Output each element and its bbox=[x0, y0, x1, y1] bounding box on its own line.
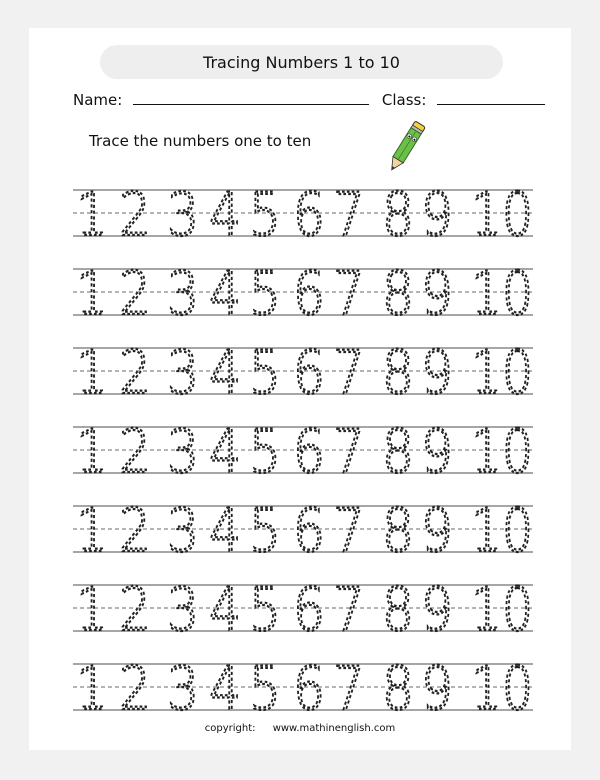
trace-row bbox=[73, 417, 533, 487]
instruction-text: Trace the numbers one to ten bbox=[89, 132, 312, 150]
traceable-numeral: 10 bbox=[471, 496, 533, 566]
traceable-numeral: 4 bbox=[209, 180, 241, 250]
traceable-numeral: 8 bbox=[382, 180, 414, 250]
trace-row bbox=[73, 654, 533, 724]
traceable-numeral: 3 bbox=[167, 496, 199, 566]
traceable-numeral: 2 bbox=[119, 575, 151, 645]
traceable-numeral: 1 bbox=[76, 575, 108, 645]
traceable-numeral: 6 bbox=[293, 654, 325, 724]
traceable-numeral: 3 bbox=[167, 417, 199, 487]
traceable-numeral: 2 bbox=[119, 654, 151, 724]
traceable-numeral: 7 bbox=[333, 575, 365, 645]
traceable-numeral: 4 bbox=[209, 654, 241, 724]
traceable-numeral: 10 bbox=[471, 654, 533, 724]
trace-row bbox=[73, 338, 533, 408]
traceable-numeral: 2 bbox=[119, 496, 151, 566]
trace-row bbox=[73, 259, 533, 329]
traceable-numeral: 3 bbox=[167, 575, 199, 645]
traceable-numeral: 9 bbox=[421, 417, 453, 487]
traceable-numeral: 8 bbox=[382, 496, 414, 566]
traceable-numeral: 10 bbox=[471, 259, 533, 329]
traceable-numeral: 1 bbox=[76, 180, 108, 250]
class-label: Class: bbox=[381, 91, 427, 109]
traceable-numeral: 5 bbox=[249, 575, 281, 645]
traceable-numeral: 3 bbox=[167, 259, 199, 329]
traceable-numeral: 7 bbox=[333, 180, 365, 250]
traceable-numeral: 7 bbox=[333, 417, 365, 487]
traceable-numeral: 8 bbox=[382, 575, 414, 645]
traceable-numeral: 6 bbox=[293, 575, 325, 645]
traceable-numeral: 3 bbox=[167, 338, 199, 408]
traceable-numeral: 6 bbox=[293, 259, 325, 329]
worksheet-page bbox=[29, 28, 571, 750]
traceable-numeral: 5 bbox=[249, 180, 281, 250]
traceable-numeral: 7 bbox=[333, 338, 365, 408]
traceable-numeral: 1 bbox=[76, 654, 108, 724]
traceable-numeral: 2 bbox=[119, 338, 151, 408]
traceable-numeral: 8 bbox=[382, 654, 414, 724]
traceable-numeral: 10 bbox=[471, 338, 533, 408]
traceable-numeral: 2 bbox=[119, 180, 151, 250]
traceable-numeral: 6 bbox=[293, 417, 325, 487]
traceable-numeral: 7 bbox=[333, 496, 365, 566]
traceable-numeral: 4 bbox=[209, 575, 241, 645]
traceable-numeral: 6 bbox=[293, 180, 325, 250]
traceable-numeral: 8 bbox=[382, 259, 414, 329]
traceable-numeral: 3 bbox=[167, 654, 199, 724]
traceable-numeral: 1 bbox=[76, 496, 108, 566]
traceable-numeral: 1 bbox=[76, 259, 108, 329]
trace-row bbox=[73, 180, 533, 250]
traceable-numeral: 4 bbox=[209, 417, 241, 487]
traceable-numeral: 10 bbox=[471, 180, 533, 250]
worksheet-title: Tracing Numbers 1 to 10 bbox=[203, 52, 400, 72]
traceable-numeral: 5 bbox=[249, 259, 281, 329]
traceable-numeral: 2 bbox=[119, 417, 151, 487]
traceable-numeral: 5 bbox=[249, 417, 281, 487]
traceable-numeral: 10 bbox=[471, 575, 533, 645]
trace-row bbox=[73, 575, 533, 645]
traceable-numeral: 7 bbox=[333, 654, 365, 724]
traceable-numeral: 9 bbox=[421, 259, 453, 329]
traceable-numeral: 5 bbox=[249, 654, 281, 724]
tracing-rows bbox=[29, 28, 571, 750]
copyright-footer bbox=[29, 723, 571, 734]
traceable-numeral: 2 bbox=[119, 259, 151, 329]
traceable-numeral: 6 bbox=[293, 496, 325, 566]
copyright-label: copyright: bbox=[204, 723, 256, 734]
name-label: Name: bbox=[73, 91, 123, 109]
traceable-numeral: 4 bbox=[209, 259, 241, 329]
traceable-numeral: 1 bbox=[76, 338, 108, 408]
traceable-numeral: 3 bbox=[167, 180, 199, 250]
traceable-numeral: 8 bbox=[382, 338, 414, 408]
traceable-numeral: 10 bbox=[471, 417, 533, 487]
traceable-numeral: 4 bbox=[209, 338, 241, 408]
traceable-numeral: 9 bbox=[421, 575, 453, 645]
traceable-numeral: 9 bbox=[421, 654, 453, 724]
traceable-numeral: 9 bbox=[421, 496, 453, 566]
traceable-numeral: 5 bbox=[249, 496, 281, 566]
traceable-numeral: 4 bbox=[209, 496, 241, 566]
traceable-numeral: 9 bbox=[421, 338, 453, 408]
website-link[interactable]: www.mathinenglish.com bbox=[272, 723, 396, 734]
traceable-numeral: 5 bbox=[249, 338, 281, 408]
trace-row bbox=[73, 496, 533, 566]
traceable-numeral: 7 bbox=[333, 259, 365, 329]
traceable-numeral: 1 bbox=[76, 417, 108, 487]
traceable-numeral: 6 bbox=[293, 338, 325, 408]
traceable-numeral: 8 bbox=[382, 417, 414, 487]
traceable-numeral: 9 bbox=[421, 180, 453, 250]
